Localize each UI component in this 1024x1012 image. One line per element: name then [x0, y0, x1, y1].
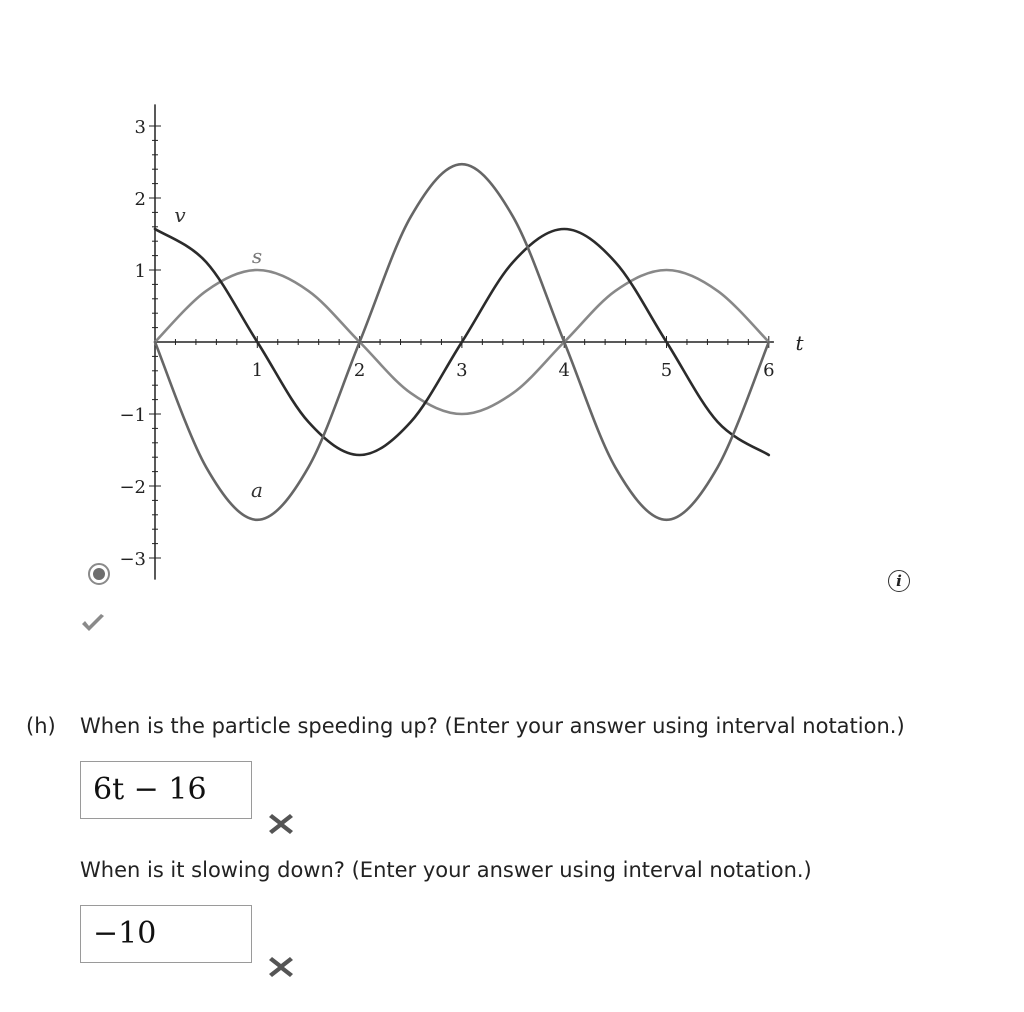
info-icon[interactable]: i [888, 570, 910, 592]
speeding-up-answer-field[interactable]: 6t − 16 [80, 761, 252, 819]
part-label: (h) [26, 714, 56, 738]
x-tick-label: 6 [763, 360, 775, 381]
y-tick-label: −1 [119, 405, 146, 426]
x-tick-label: 4 [558, 360, 570, 381]
y-tick-label: −2 [119, 477, 146, 498]
speeding-up-prompt: When is the particle speeding up? (Enter your answer using interval notation.) [80, 714, 905, 738]
x-tick-label: 3 [456, 360, 468, 381]
x-axis-label: t [795, 331, 804, 355]
checkmark-icon [80, 612, 106, 634]
y-tick-label: 1 [134, 261, 146, 282]
x-mark-icon [268, 812, 294, 836]
x-tick-label: 2 [353, 360, 366, 381]
x-tick-label: 1 [251, 360, 264, 381]
y-tick-label: 2 [134, 189, 146, 210]
series-label-s: s [251, 244, 263, 268]
series-label-a: a [251, 478, 263, 502]
slowing-down-prompt: When is it slowing down? (Enter your answer using interval notation.) [80, 858, 812, 882]
x-mark-icon [268, 955, 294, 979]
series-label-v: v [174, 203, 186, 227]
radio-selected-icon[interactable] [88, 563, 110, 585]
slowing-down-answer-field[interactable]: −10 [80, 905, 252, 963]
y-tick-label: −3 [119, 549, 146, 570]
y-tick-label: 3 [134, 117, 146, 138]
x-tick-label: 5 [660, 360, 673, 381]
